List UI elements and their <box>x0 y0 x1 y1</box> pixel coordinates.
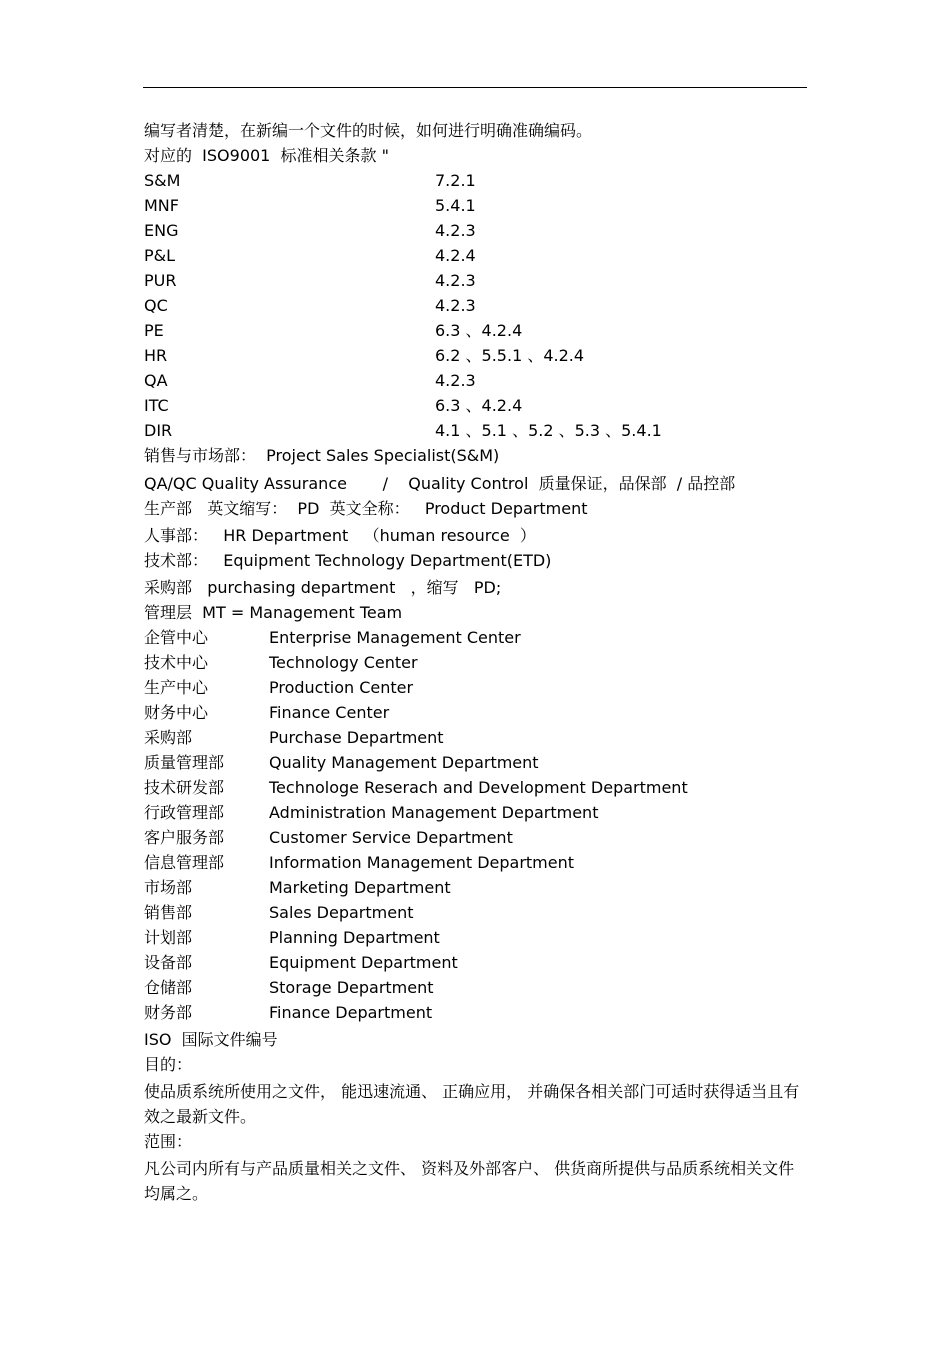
dept-cn: 技术研发部 <box>144 778 225 797</box>
iso-row <box>144 243 804 268</box>
dept-en: Finance Center <box>269 703 390 722</box>
dept-row <box>144 625 804 650</box>
scope-label: 范围： <box>144 1132 193 1151</box>
iso-clause-table <box>144 168 804 443</box>
iso-row <box>144 393 804 418</box>
iso-clause: 6.3 、4.2.4 <box>435 321 523 340</box>
dept-cn: 财务部 <box>144 1003 193 1022</box>
dept-en: Technologe Reserach and Development Department <box>269 778 688 797</box>
dept-en: Equipment Department <box>269 953 458 972</box>
iso-row <box>144 343 804 368</box>
dept-row <box>144 750 804 775</box>
iso-clause: 4.2.3 <box>435 271 476 290</box>
iso-row <box>144 268 804 293</box>
dept-row <box>144 675 804 700</box>
dept-en: Planning Department <box>269 928 440 947</box>
iso-row <box>144 193 804 218</box>
iso-clause: 4.2.3 <box>435 221 476 240</box>
dept-row <box>144 1000 804 1025</box>
dept-code: MNF <box>144 196 179 215</box>
dept-code: ENG <box>144 221 179 240</box>
iso-clause: 7.2.1 <box>435 171 476 190</box>
dept-row <box>144 975 804 1000</box>
dept-row <box>144 650 804 675</box>
dept-code: S&M <box>144 171 181 190</box>
dept-en: Purchase Department <box>269 728 444 747</box>
dept-code: PUR <box>144 271 177 290</box>
dept-en: Finance Department <box>269 1003 433 1022</box>
dept-line: 生产部 英文缩写： PD 英文全称： Product Department <box>144 499 588 518</box>
dept-en: Administration Management Department <box>269 803 599 822</box>
department-name-table <box>144 625 804 1025</box>
purpose-label: 目的： <box>144 1055 193 1074</box>
dept-cn: 设备部 <box>144 953 193 972</box>
iso-clause: 4.2.3 <box>435 371 476 390</box>
iso-clause: 4.2.3 <box>435 296 476 315</box>
dept-line: 销售与市场部： Project Sales Specialist(S&M) <box>144 446 500 465</box>
dept-row <box>144 700 804 725</box>
iso-row <box>144 368 804 393</box>
dept-en: Technology Center <box>269 653 418 672</box>
dept-line: QA/QC Quality Assurance / Quality Control 质量保证，品保部 / 品控部 <box>144 474 736 493</box>
dept-cn: 质量管理部 <box>144 753 225 772</box>
dept-en: Customer Service Department <box>269 828 513 847</box>
dept-code: PE <box>144 321 164 340</box>
dept-row <box>144 850 804 875</box>
dept-row <box>144 775 804 800</box>
dept-code: QC <box>144 296 168 315</box>
dept-cn: 财务中心 <box>144 703 209 722</box>
dept-en: Production Center <box>269 678 414 697</box>
dept-row <box>144 925 804 950</box>
dept-en: Sales Department <box>269 903 414 922</box>
iso-row <box>144 418 804 443</box>
dept-en: Enterprise Management Center <box>269 628 521 647</box>
scope-text: 凡公司内所有与产品质量相关之文件、 资料及外部客户、 供货商所提供与品质系统相关文件均属之。 <box>144 1159 795 1203</box>
iso-clause: 6.3 、4.2.4 <box>435 396 523 415</box>
iso-row <box>144 168 804 193</box>
dept-cn: 生产中心 <box>144 678 209 697</box>
dept-code: QA <box>144 371 168 390</box>
dept-row <box>144 900 804 925</box>
dept-line: 采购部 purchasing department ，缩写 PD; <box>144 578 502 597</box>
dept-cn: 市场部 <box>144 878 193 897</box>
dept-line: 人事部： HR Department （human resource ） <box>144 526 536 545</box>
dept-cn: 销售部 <box>144 903 193 922</box>
iso-clause: 6.2 、5.5.1 、4.2.4 <box>435 346 585 365</box>
dept-code: DIR <box>144 421 173 440</box>
iso-row <box>144 218 804 243</box>
iso-clause: 4.1 、5.1 、5.2 、5.3 、5.4.1 <box>435 421 662 440</box>
iso-clause: 4.2.4 <box>435 246 476 265</box>
dept-en: Storage Department <box>269 978 434 997</box>
purpose-text: 使品质系统所使用之文件， 能迅速流通、 正确应用， 并确保各相关部门可适时获得适当且有效之最新文件。 <box>144 1082 800 1126</box>
iso-row <box>144 318 804 343</box>
dept-code: P&L <box>144 246 176 265</box>
header-rule <box>143 87 807 88</box>
intro-line: 对应的 ISO9001 标准相关条款 " <box>144 146 389 165</box>
dept-cn: 信息管理部 <box>144 853 225 872</box>
dept-code: ITC <box>144 396 169 415</box>
section-heading: ISO 国际文件编号 <box>144 1030 278 1049</box>
dept-code: HR <box>144 346 168 365</box>
dept-row <box>144 950 804 975</box>
document-body <box>144 118 804 1206</box>
dept-cn: 客户服务部 <box>144 828 225 847</box>
iso-clause: 5.4.1 <box>435 196 476 215</box>
dept-cn: 技术中心 <box>144 653 209 672</box>
dept-row <box>144 875 804 900</box>
dept-line: 管理层 MT = Management Team <box>144 603 403 622</box>
dept-cn: 采购部 <box>144 728 193 747</box>
dept-cn: 企管中心 <box>144 628 209 647</box>
dept-cn: 仓储部 <box>144 978 193 997</box>
dept-en: Quality Management Department <box>269 753 539 772</box>
iso-row <box>144 293 804 318</box>
dept-row <box>144 725 804 750</box>
dept-cn: 计划部 <box>144 928 193 947</box>
dept-row <box>144 825 804 850</box>
dept-en: Information Management Department <box>269 853 575 872</box>
intro-line: 编写者清楚，在新编一个文件的时候，如何进行明确准确编码。 <box>144 121 593 140</box>
dept-line: 技术部： Equipment Technology Department(ETD) <box>144 551 552 570</box>
dept-cn: 行政管理部 <box>144 803 225 822</box>
dept-row <box>144 800 804 825</box>
dept-en: Marketing Department <box>269 878 451 897</box>
